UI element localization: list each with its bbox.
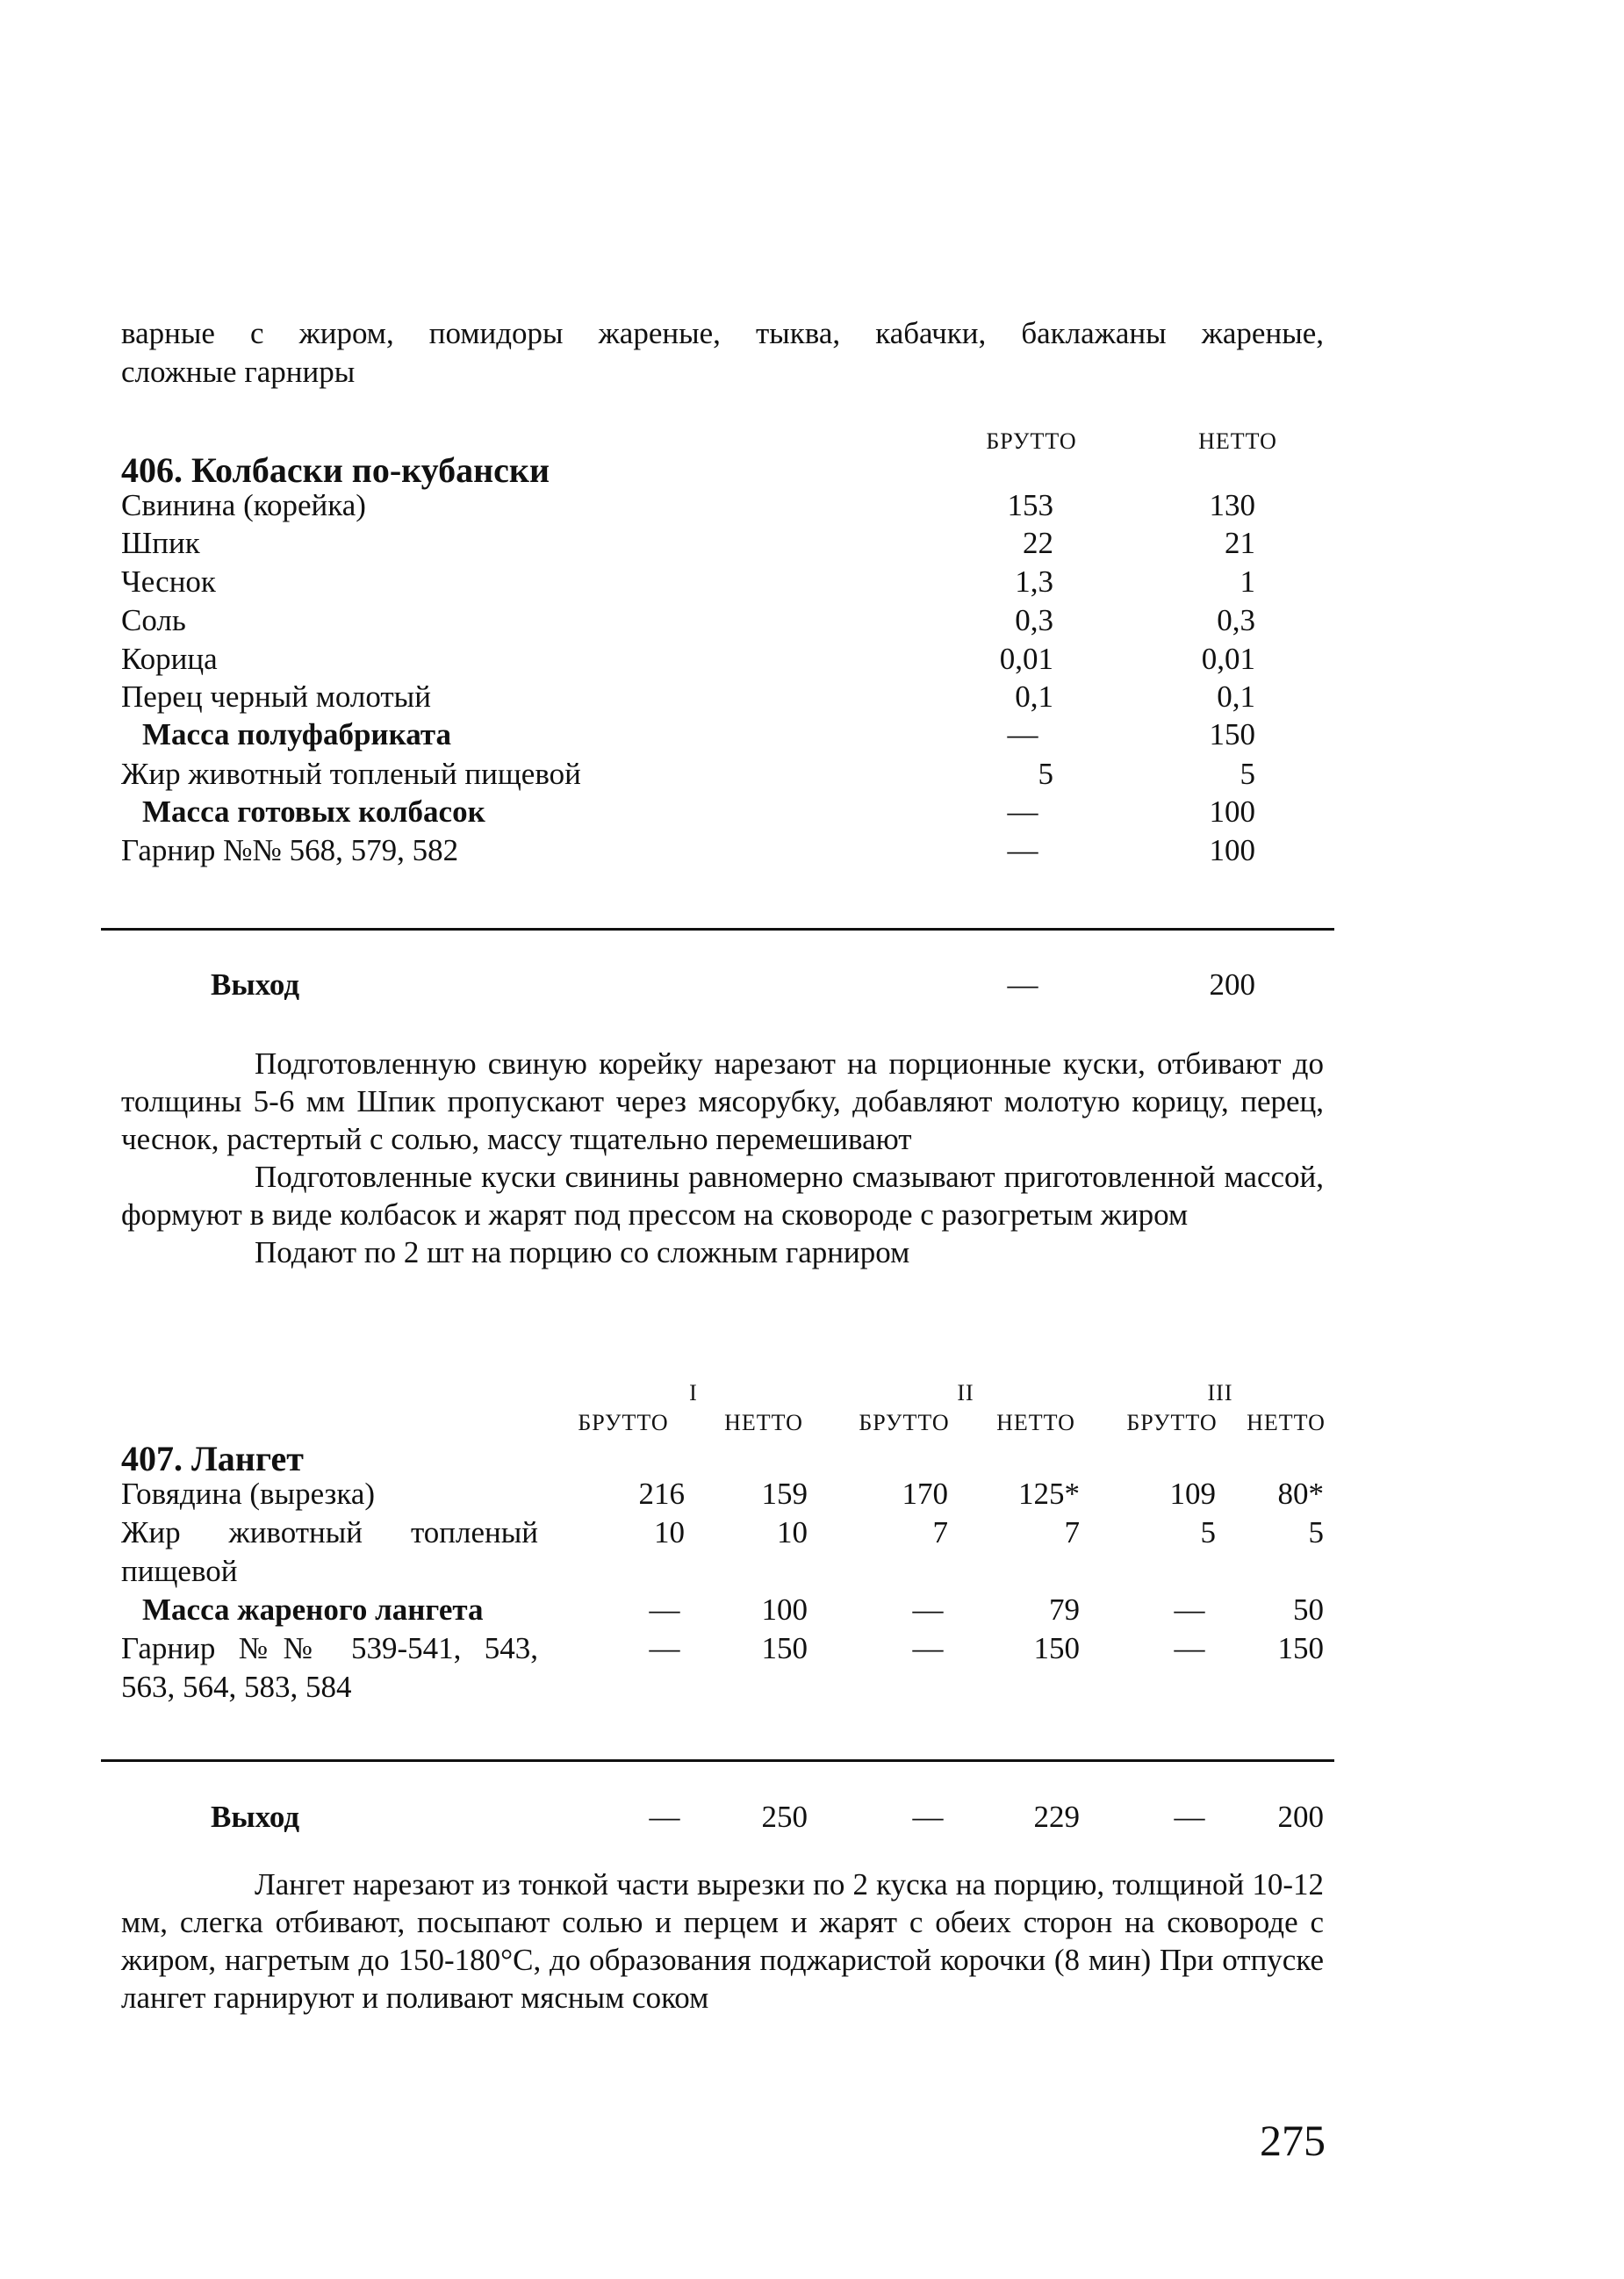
r406-brutto-value: 0,01 [999,642,1053,676]
intro-line-1: варные с жиром, помидоры жареные, тыква, кабачки, баклажаны жареные, [121,316,1324,350]
r406-netto-value: 1 [1240,564,1255,599]
r407-brutto-value: — [912,1592,944,1627]
intro-line-2: сложные гарниры [121,355,356,389]
r407-netto-value: 159 [761,1477,808,1511]
r407-header-netto-1: НЕТТО [724,1410,803,1435]
r406-ingredient-name: Соль [121,603,186,637]
r407-yield-label: Выход [211,1800,300,1834]
r406-header-brutto: БРУТТО [986,428,1077,454]
r406-brutto-value: — [1007,717,1038,751]
r407-ingredient-name-cont: пищевой [121,1554,238,1588]
r406-netto-value: 130 [1209,488,1255,522]
r407-netto-value: 150 [761,1631,808,1665]
r406-method-p1: Подготовленную свиную корейку нарезают на порционные куски, отбивают до толщины 5-6 мм Шпик пропускают через мясорубку, добавляют молотую корицу, перец, чеснок, растертый с солью, массу тщательно перемешивают [121,1046,1324,1156]
r407-yield-brutto: — [912,1800,944,1834]
r407-title: 407. Лангет [121,1439,304,1478]
r407-subtotal-name: Масса жареного лангета [142,1592,484,1627]
r407-brutto-value: — [1174,1631,1205,1665]
r406-header-netto: НЕТТО [1198,428,1277,454]
r407-brutto-value: 5 [1200,1515,1216,1549]
r406-method-p2: Подготовленные куски свинины равномерно смазывают приготовленной массой, формуют в виде колбасок и жарят под прессом на сковороде с разогретым жиром [121,1160,1324,1232]
r406-netto-value: 100 [1209,833,1255,867]
r407-brutto-value: 109 [1169,1477,1216,1511]
r406-ingredient-name: Корица [121,642,218,676]
r406-brutto-value: 22 [1023,526,1053,560]
r407-yield-netto: 250 [761,1800,808,1834]
r407-header-brutto-2: БРУТТО [859,1410,950,1435]
r406-brutto-value: 153 [1007,488,1053,522]
r407-group-2: II [957,1380,974,1406]
r406-netto-value: 21 [1225,526,1255,560]
r407-brutto-value: — [649,1592,680,1627]
r406-title: 406. Колбаски по-кубански [121,450,550,490]
r407-header-brutto-3: БРУТТО [1126,1410,1218,1435]
r407-brutto-value: 10 [654,1515,685,1549]
r406-ingredient-name: Перец черный молотый [121,679,431,714]
r406-brutto-value: — [1007,794,1038,829]
r406-yield-netto: 200 [1209,967,1255,1002]
r407-netto-value: 79 [1049,1592,1080,1627]
r406-ingredient-name: Чеснок [121,564,216,599]
r407-header-brutto-1: БРУТТО [578,1410,669,1435]
r407-netto-value: 50 [1293,1592,1324,1627]
r407-ingredient-name: Гарнир №№ 539-541, 543, [121,1631,538,1665]
r407-ingredient-name: Говядина (вырезка) [121,1477,376,1511]
r407-netto-value: 150 [1033,1631,1080,1665]
r407-yield-netto: 200 [1277,1800,1324,1834]
r407-brutto-value: — [1174,1592,1205,1627]
r406-method [121,1045,1324,1271]
r407-brutto-value: 170 [902,1477,948,1511]
r407-method [121,1866,1324,2017]
r406-brutto-value: 0,3 [1015,603,1053,637]
r406-brutto-value: — [1007,833,1038,867]
r406-ingredient-name: Жир животный топленый пищевой [121,757,581,791]
r407-netto-value: 5 [1308,1515,1324,1549]
r407-netto-value: 125* [1018,1477,1080,1511]
r406-subtotal-name: Масса полуфабриката [142,717,451,751]
r407-ingredient-name: Жир животный топленый [121,1515,538,1549]
r406-ingredient-name: Шпик [121,526,200,560]
r407-brutto-value: — [649,1631,680,1665]
r407-header-netto-3: НЕТТО [1247,1410,1326,1435]
r407-group-1: I [689,1380,698,1406]
r407-method-p1: Лангет нарезают из тонкой части вырезки по 2 куска на порцию, толщиной 10-12 мм, слегка отбивают, посыпают солью и перцем и жарят с обеих сторон на сковороде с жиром, нагретым до 150-180°С, до образования поджаристой корочки (8 мин) При отпуске лангет гарнируют и поливают мясным соком [121,1867,1324,2015]
r407-netto-value: 80* [1277,1477,1324,1511]
r406-yield-brutto: — [1007,967,1038,1002]
r407-brutto-value: 216 [638,1477,685,1511]
r406-subtotal-name: Масса готовых колбасок [142,794,485,829]
r407-rule [101,1759,1334,1762]
r406-rule [101,928,1334,931]
r407-group-3: III [1207,1380,1233,1406]
r406-brutto-value: 1,3 [1015,564,1053,599]
r406-netto-value: 100 [1209,794,1255,829]
r407-ingredient-name-cont: 563, 564, 583, 584 [121,1670,352,1704]
r407-header-netto-2: НЕТТО [996,1410,1075,1435]
r406-netto-value: 0,1 [1217,679,1255,714]
r406-ingredient-name: Свинина (корейка) [121,488,366,522]
page-number: 275 [1260,2116,1326,2165]
r406-method-p3: Подают по 2 шт на порцию со сложным гарниром [255,1235,910,1269]
r406-netto-value: 0,3 [1217,603,1255,637]
r406-brutto-value: 0,1 [1015,679,1053,714]
r407-yield-brutto: — [1174,1800,1205,1834]
r407-yield-brutto: — [649,1800,680,1834]
r406-netto-value: 150 [1209,717,1255,751]
r406-ingredient-name: Гарнир №№ 568, 579, 582 [121,833,459,867]
r407-brutto-value: — [912,1631,944,1665]
r407-brutto-value: 7 [932,1515,948,1549]
r406-yield-label: Выход [211,967,300,1002]
r406-netto-value: 5 [1240,757,1255,791]
r407-yield-netto: 229 [1033,1800,1080,1834]
r407-netto-value: 10 [777,1515,808,1549]
r406-netto-value: 0,01 [1201,642,1255,676]
r407-netto-value: 150 [1277,1631,1324,1665]
r406-brutto-value: 5 [1038,757,1053,791]
r407-netto-value: 7 [1064,1515,1080,1549]
r407-netto-value: 100 [761,1592,808,1627]
